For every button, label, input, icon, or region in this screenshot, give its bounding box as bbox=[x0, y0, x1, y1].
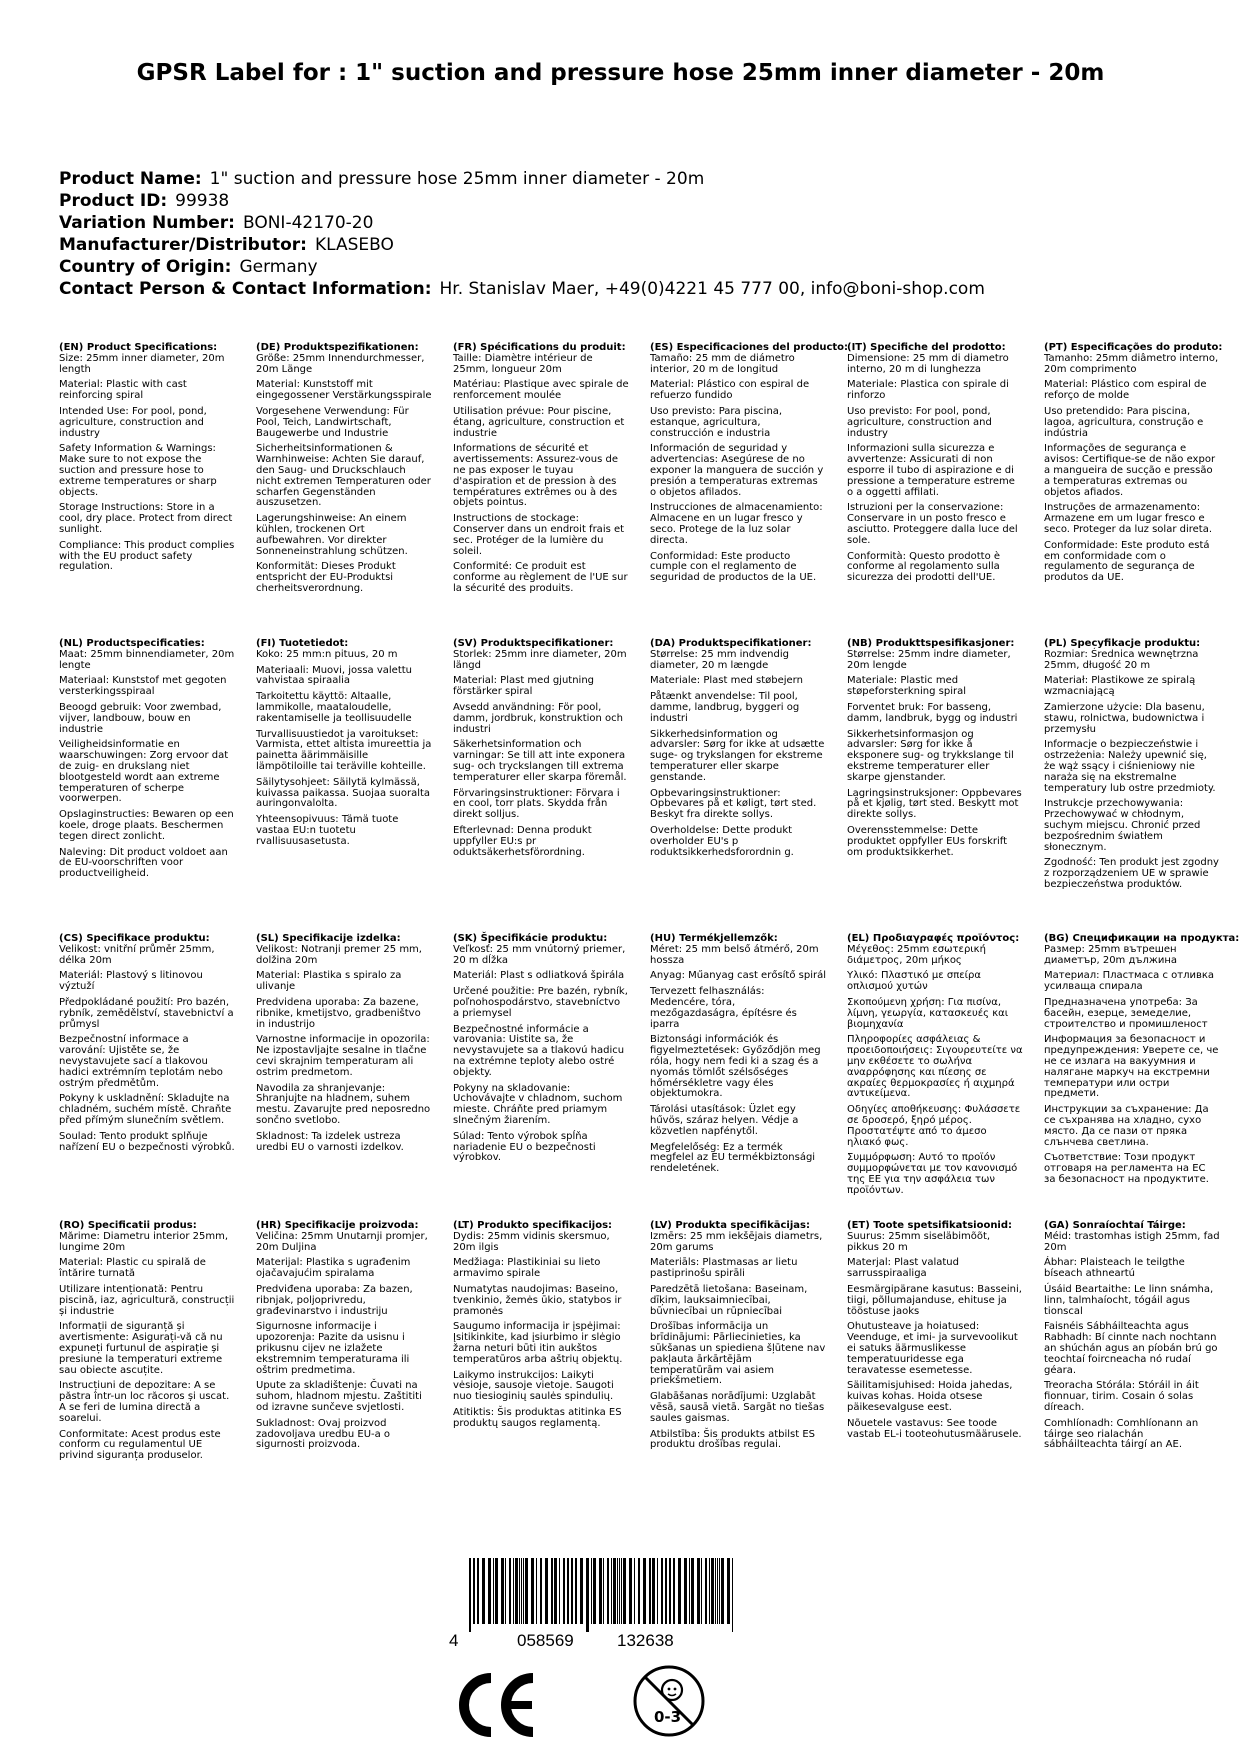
spec-heading: (PT) Especificações do produto: bbox=[1044, 342, 1223, 353]
spec-heading: (HU) Termékjellemzők: bbox=[650, 933, 778, 944]
spec-block bbox=[453, 934, 629, 1169]
info-row bbox=[59, 168, 1179, 190]
spec-heading: (ET) Toote spetsifikatsioonid: bbox=[847, 1220, 1013, 1231]
spec-heading: (PL) Specyfikacje produktu: bbox=[1044, 638, 1201, 649]
barcode-digits-right: 132638 bbox=[617, 1631, 674, 1648]
spec-block bbox=[1044, 639, 1220, 896]
spec-paragraph: Sikkerhedsinformation og advarsler: Sørg for ikke at udsætte suge- og trykslangen for ekstreme temperaturer eller skarpe genstande. bbox=[650, 728, 825, 783]
spec-paragraph: Určené použitie: Pre bazén, rybník, poľnohospodárstvo, stavebníctvo a priemysel bbox=[453, 986, 628, 1019]
info-label: Variation Number: bbox=[59, 213, 235, 233]
spec-paragraph: Instrucțiuni de depozitare: A se păstra într-un loc răcoros și uscat. A se feri de lumina directă a soarelui. bbox=[59, 1380, 230, 1424]
spec-block bbox=[59, 639, 235, 885]
spec-paragraph: Maat: 25mm binnendiameter, 20m lengte bbox=[59, 648, 235, 671]
spec-paragraph: Sukladnost: Ovaj proizvod zadovoljava uredbu EU-a o sigurnosti proizvoda. bbox=[256, 1417, 391, 1451]
spec-paragraph: Tarkoitettu käyttö: Altaalle, lammikolle, maataloudelle, rakentamiselle ja teollisuudelle bbox=[256, 691, 412, 724]
spec-paragraph: Instruções de armazenamento: Armazene em um lugar fresco e seco. Proteger da luz solar direta. bbox=[1044, 502, 1213, 535]
spec-paragraph: Materiál: Plast s odliatková špirála bbox=[453, 970, 625, 982]
spec-paragraph: Anyag: Műanyag cast erősítő spirál bbox=[650, 970, 827, 982]
spec-paragraph: Pokyny k uskladnění: Skladujte na chladném, suchém místě. Chraňte před přímým slunečním světlem. bbox=[59, 1093, 232, 1126]
spec-paragraph: Tervezett felhasználás: Medencére, tóra, mezőgazdaságra, építésre és iparra bbox=[650, 986, 797, 1030]
spec-paragraph: Μέγεθος: 25mm εσωτερική διάμετρος, 20m μήκος bbox=[847, 943, 986, 966]
info-row bbox=[59, 190, 1179, 212]
spec-paragraph: Sikkerhetsinformasjon og advarsler: Sørg for ikke å eksponere sug- og trykkslange til ekstreme temperaturer eller skarpe gjenstander. bbox=[847, 728, 1014, 783]
spec-paragraph: Zgodność: Ten produkt jest zgodny z rozporządzeniem UE w sprawie bezpieczeństwa produktów. bbox=[1044, 857, 1219, 890]
spec-paragraph: Размер: 25mm вътрешен диаметър, 20m дължина bbox=[1044, 943, 1178, 966]
spec-paragraph: Konformität: Dieses Produkt entspricht der EU-Produktsi cherheitsverordnung. bbox=[256, 561, 396, 594]
spec-paragraph: Dimensione: 25 mm di diametro interno, 20 m di lunghezza bbox=[847, 352, 1009, 375]
spec-paragraph: Материал: Пластмаса с отливка усилваща спирала bbox=[1044, 970, 1215, 993]
spec-paragraph: Mărime: Diametru interior 25mm, lungime 20m bbox=[59, 1230, 229, 1253]
spec-paragraph: Πληροφορίες ασφάλειας & προειδοποιήσεις: Σιγουρευτείτε να μην εκθέσετε το σωλήνα αναρρόφησης και πίεσης σε ακραίες θερμοκρασίες ή αιχμηρά αντικείμενα. bbox=[847, 1034, 1023, 1100]
spec-paragraph: Atbilstība: Šis produkts atbilst ES produktu drošības regulai. bbox=[650, 1428, 816, 1451]
spec-paragraph: Veiligheidsinformatie en waarschuwingen: Zorg ervoor dat de zuig- en drukslang niet blootgesteld wordt aan extreme temperaturen of scherpe voorwerpen. bbox=[59, 739, 229, 805]
spec-heading: (SL) Specifikacije izdelka: bbox=[256, 933, 401, 944]
spec-paragraph: Intended Use: For pool, pond, agriculture, construction and industry bbox=[59, 405, 207, 439]
spec-paragraph: Istruzioni per la conservazione: Conservare in un posto fresco e asciutto. Proteggere dalla luce del sole. bbox=[847, 502, 1018, 546]
spec-paragraph: Bezpečnostné informácie a varovania: Uistite sa, že nevystavujete sa a tlakovú hadicu na extrémne teploty alebo ostré objekty. bbox=[453, 1023, 625, 1078]
spec-paragraph: Sigurnosne informacije i upozorenja: Pazite da usisnu i prikusnu cijev ne izlažete ekstremnim temperaturama ili oštrim predmetima. bbox=[256, 1321, 410, 1376]
spec-paragraph: Méret: 25 mm belső átmérő, 20m hossza bbox=[650, 943, 819, 966]
spec-paragraph: Informations de sécurité et avertissements: Assurez-vous de ne pas exposer le tuyau d'aspiration et de pression à des températures extrêmes ou à des objets pointus. bbox=[453, 443, 618, 509]
spec-paragraph: Предназначена употреба: За басейн, езерце, земеделие, строителство и промишленост bbox=[1044, 996, 1208, 1030]
spec-block bbox=[1044, 1221, 1220, 1456]
spec-paragraph: Conformità: Questo prodotto è conforme al regolamento sulla sicurezza dei prodotti dell'UE. bbox=[847, 550, 1001, 584]
spec-paragraph: Ábhar: Plaisteach le teilgthe bíseach athneartú bbox=[1044, 1257, 1185, 1280]
spec-paragraph: Säkerhetsinformation och varningar: Se till att inte exponera sug- och tryckslangen till extrema temperaturer eller skarpa föremål. bbox=[453, 739, 627, 783]
spec-paragraph: Turvallisuustiedot ja varoitukset: Varmista, ettet altista imureettia ja painetta äärimmäisille lämpötiloille tai teräville kohteille. bbox=[256, 728, 432, 772]
spec-block bbox=[1044, 933, 1240, 1191]
spec-paragraph: Συμμόρφωση: Αυτό το προϊόν συμμορφώνεται με τον κανονισμό της ΕΕ για την ασφάλεια των προϊόντων. bbox=[847, 1152, 1018, 1196]
spec-paragraph: Uso previsto: Para piscina, estanque, agricultura, construcción e industria bbox=[650, 405, 783, 439]
spec-paragraph: Eesmärgipärane kasutus: Basseini, tiigi, põllumajanduse, ehituse ja tööstuse jaoks bbox=[847, 1283, 1022, 1317]
spec-heading: (LT) Produkto specifikacijos: bbox=[453, 1220, 613, 1231]
spec-paragraph: Rozmiar: Średnica wewnętrzna 25mm, długość 20 m bbox=[1044, 648, 1199, 671]
spec-paragraph: Medžiaga: Plastikiniai su lieto armavimo spirale bbox=[453, 1257, 601, 1280]
spec-paragraph: Faisnéis Sábháilteachta agus Rabhadh: Bí cinnte nach nochtann an shúchán agus an píobán brú go teochtaí foircneacha nó rudaí géara. bbox=[1044, 1321, 1218, 1376]
spec-paragraph: Forventet bruk: For basseng, damm, landbruk, bygg og industri bbox=[847, 701, 1018, 724]
barcode-digits-lead: 4 bbox=[449, 1631, 459, 1648]
spec-block bbox=[1044, 342, 1223, 589]
spec-paragraph: Vorgesehene Verwendung: Für Pool, Teich, Landwirtschaft, Baugewerbe und Industrie bbox=[256, 405, 409, 439]
spec-paragraph: Utilisation prévue: Pour piscine, étang, agriculture, construction et industrie bbox=[453, 405, 625, 439]
spec-paragraph: Taille: Diamètre intérieur de 25mm, longueur 20m bbox=[453, 352, 593, 375]
spec-paragraph: Opslaginstructies: Bewaren op een koele, droge plaats. Beschermen tegen direct zonlicht. bbox=[59, 809, 234, 842]
spec-block bbox=[847, 934, 1023, 1202]
spec-paragraph: Utilizare intenționată: Pentru piscină, iaz, agricultură, construcții și industrie bbox=[59, 1283, 235, 1317]
spec-paragraph: Soulad: Tento produkt splňuje nařízení EU o bezpečnosti výrobků. bbox=[59, 1130, 235, 1153]
spec-paragraph: Uso previsto: For pool, pond, agriculture, construction and industry bbox=[847, 405, 992, 439]
spec-paragraph: Materiaal: Kunststof met gegoten versterkingsspiraal bbox=[59, 675, 227, 698]
info-row bbox=[59, 278, 1179, 300]
spec-heading: (FI) Tuotetiedot: bbox=[256, 638, 349, 649]
spec-paragraph: Υλικό: Πλαστικό με σπείρα οπλισμού χυτών bbox=[847, 970, 981, 993]
spec-block bbox=[847, 639, 1023, 863]
spec-paragraph: Predvidena uporaba: Za bazene, ribnike, kmetijstvo, gradbeništvo in industrijo bbox=[256, 996, 421, 1030]
spec-heading: (DA) Produktspecifikationer: bbox=[650, 638, 812, 649]
spec-paragraph: Izmērs: 25 mm iekšējais diametrs, 20m garums bbox=[650, 1230, 823, 1253]
spec-paragraph: Materiale: Plastic med støpeforsterkning spiral bbox=[847, 675, 967, 698]
spec-paragraph: Efterlevnad: Denna produkt uppfyller EU:s pr oduktsäkerhetsförordning. bbox=[453, 824, 592, 858]
spec-paragraph: Yhteensopivuus: Tämä tuote vastaa EU:n tuotetu rvallisuusasetusta. bbox=[256, 814, 399, 847]
spec-paragraph: Nõuetele vastavus: See toode vastab EL-i tooteohutusmäärusele. bbox=[847, 1417, 1022, 1440]
info-value: 99938 bbox=[175, 191, 230, 211]
spec-block bbox=[256, 343, 432, 600]
spec-paragraph: Lagerungshinweise: An einem kühlen, trockenen Ort aufbewahren. Vor direkter Sonneneinstrahlung schützen. bbox=[256, 513, 408, 557]
spec-paragraph: Materiale: Plastica con spirale di rinforzo bbox=[847, 379, 1009, 402]
spec-paragraph: Skladnost: Ta izdelek ustreza uredbi EU o varnosti izdelkov. bbox=[256, 1130, 404, 1153]
info-label: Contact Person & Contact Information: bbox=[59, 279, 432, 299]
spec-paragraph: Tamaño: 25 mm de diámetro interior, 20 m de longitud bbox=[650, 352, 795, 375]
info-value: KLASEBO bbox=[314, 235, 394, 255]
spec-paragraph: Material: Plástico com espiral de reforço de molde bbox=[1044, 379, 1207, 402]
spec-paragraph: Saugumo informacija ir įspėjimai: Įsitikinkite, kad įsiurbimo ir slėgio žarna neturi būti itin aukštos temperatūros arba aštrių objektų. bbox=[453, 1321, 623, 1365]
spec-block bbox=[256, 1221, 432, 1456]
spec-paragraph: Lagringsinstruksjoner: Oppbevares på et kjølig, tørt sted. Beskytt mot direkte sollys. bbox=[847, 787, 1022, 821]
spec-paragraph: Material: Plastic cu spirală de întărire turnată bbox=[59, 1257, 206, 1280]
spec-heading: (LV) Produkta specifikācijas: bbox=[650, 1220, 810, 1231]
info-value: BONI-42170-20 bbox=[242, 213, 374, 233]
spec-block bbox=[59, 1221, 235, 1467]
spec-paragraph: Съответствие: Този продукт отговаря на регламента на ЕС за безопасност на продуктите. bbox=[1044, 1152, 1209, 1185]
spec-paragraph: Förvaringsinstruktioner: Förvara i en cool, torr plats. Skydda från direkt solljus. bbox=[453, 787, 620, 821]
spec-paragraph: Säilytysohjeet: Säilytä kylmässä, kuivassa paikassa. Suojaa suoralta auringonvalolta. bbox=[256, 776, 431, 810]
spec-paragraph: Conformité: Ce produit est conforme au règlement de l'UE sur la sécurité des produits. bbox=[453, 561, 628, 594]
spec-paragraph: Οδηγίες αποθήκευσης: Φυλάσσετε σε δροσερό, ξηρό μέρος. Προστατέψτε από το άμεσο ηλιακό φως. bbox=[847, 1104, 1021, 1148]
spec-paragraph: Информация за безопасност и предупреждения: Уверете се, че не се излага на вакуумния и налягане маркуч на екстремни температури или остри предмети. bbox=[1044, 1034, 1219, 1100]
spec-paragraph: Säilitamisjuhised: Hoida jahedas, kuivas kohas. Hoida otsese päikesevalguse eest. bbox=[847, 1380, 1013, 1413]
spec-paragraph: Bezpečnostní informace a varování: Ujistěte se, že nevystavujete sací a tlakovou hadici extrémním teplotám nebo ostrým předmětům. bbox=[59, 1034, 223, 1089]
spec-paragraph: Naleving: Dit product voldoet aan de EU-voorschriften voor productveiligheid. bbox=[59, 846, 228, 880]
spec-paragraph: Comhlíonadh: Comhlíonann an táirge seo rialachán sábháilteachta táirgí an AE. bbox=[1044, 1417, 1199, 1451]
spec-paragraph: Atitiktis: Šis produktas atitinka ES produktų saugos reglamentą. bbox=[453, 1406, 622, 1429]
info-label: Country of Origin: bbox=[59, 257, 232, 277]
spec-paragraph: Instrukcje przechowywania: Przechowywać w chłodnym, suchym miejscu. Chronić przed bezpośrednim światłem słonecznym. bbox=[1044, 798, 1201, 853]
ce-mark-icon bbox=[455, 1672, 540, 1738]
spec-heading: (EL) Προδιαγραφές προϊόντος: bbox=[847, 933, 1020, 944]
spec-paragraph: Material: Plastic with cast reinforcing spiral bbox=[59, 379, 187, 402]
spec-paragraph: Materiál: Plastový s litinovou výztuží bbox=[59, 970, 203, 993]
info-row bbox=[59, 256, 1179, 278]
spec-paragraph: Megfelelőség: Ez a termék megfelel az EU termékbiztonsági rendeletének. bbox=[650, 1141, 816, 1175]
spec-paragraph: Biztonsági információk és figyelmeztetések: Győződjön meg róla, hogy nem fedi ki a szag és a nyomás tömlőt szélsőséges hőmérsékletre vagy éles objektumokra. bbox=[650, 1034, 821, 1100]
spec-block bbox=[256, 639, 432, 853]
spec-block bbox=[453, 1221, 629, 1435]
spec-paragraph: Avsedd användning: För pool, damm, jordbruk, konstruktion och industri bbox=[453, 701, 623, 735]
spec-paragraph: Materjal: Plast valatud sarrusspiraaliga bbox=[847, 1257, 959, 1280]
spec-paragraph: Veľkosť: 25 mm vnútorný priemer, 20 m dĺžka bbox=[453, 943, 626, 966]
spec-heading: (CS) Specifikace produktu: bbox=[59, 933, 210, 944]
spec-paragraph: Informații de siguranță și avertismente: Asigurați-vă că nu expuneți furtunul de aspirație și presiune la temperaturi extreme sau obiecte ascuțite. bbox=[59, 1321, 223, 1376]
info-label: Manufacturer/Distributor: bbox=[59, 235, 307, 255]
spec-paragraph: Tamanho: 25mm diâmetro interno, 20m comprimento bbox=[1044, 352, 1219, 375]
info-label: Product ID: bbox=[59, 191, 168, 211]
spec-paragraph: Información de seguridad y advertencias: Asegúrese de no exponer la manguera de succión y presión a temperaturas extremas o objetos afilados. bbox=[650, 443, 824, 498]
spec-paragraph: Pokyny na skladovanie: Uchovávajte v chladnom, suchom mieste. Chráňte pred priamym slnečným žiarením. bbox=[453, 1082, 623, 1126]
spec-paragraph: Velikost: vnitřní průměr 25mm, délka 20m bbox=[59, 943, 215, 966]
spec-paragraph: Súlad: Tento výrobok spĺňa nariadenie EU o bezpečnosti výrobkov. bbox=[453, 1130, 596, 1164]
spec-paragraph: Size: 25mm inner diameter, 20m length bbox=[59, 352, 225, 375]
spec-paragraph: Påtænkt anvendelse: Til pool, damme, landbrug, byggeri og industri bbox=[650, 691, 800, 724]
page-title: GPSR Label for : 1" suction and pressure hose 25mm inner diameter - 20m bbox=[136, 60, 1105, 86]
spec-paragraph: Informações de segurança e avisos: Certifique-se de não expor a mangueira de sucção e pressão a temperaturas extremas ou objetos afiados. bbox=[1044, 443, 1216, 498]
spec-paragraph: Størrelse: 25 mm indvendig diameter, 20 m længde bbox=[650, 648, 789, 671]
spec-heading: (EN) Product Specifications: bbox=[59, 342, 218, 353]
spec-paragraph: Uso pretendido: Para piscina, lagoa, agricultura, construção e indústria bbox=[1044, 405, 1204, 439]
spec-block bbox=[59, 934, 235, 1158]
spec-paragraph: Materiaali: Muovi, jossa valettu vahvistaa spiraalia bbox=[256, 664, 412, 687]
spec-paragraph: Compliance: This product complies with the EU product safety regulation. bbox=[59, 539, 235, 573]
spec-block bbox=[650, 1221, 826, 1456]
spec-block bbox=[650, 342, 849, 589]
spec-paragraph: Upute za skladištenje: Čuvati na suhom, hladnom mjestu. Zaštititi od izravne sunčeve svjetlosti. bbox=[256, 1380, 422, 1413]
spec-paragraph: Σκοπούμενη χρήση: Για πισίνα, λίμνη, γεωργία, κατασκευές και βιομηχανία bbox=[847, 996, 1009, 1030]
spec-paragraph: Úsáid Beartaithe: Le linn snámha, linn, talmhaíocht, tógáil agus tionscal bbox=[1044, 1283, 1214, 1317]
spec-heading: (NL) Productspecificaties: bbox=[59, 638, 205, 649]
spec-paragraph: Velikost: Notranji premer 25 mm, dolžina 20m bbox=[256, 943, 422, 966]
spec-paragraph: Paredzētā lietošana: Baseinam, dīķim, lauksaimniecībai, būvniecībai un rūpniecībai bbox=[650, 1283, 808, 1317]
spec-paragraph: Ohutusteave ja hoiatused: Veenduge, et imi- ja survevoolikut ei satuks äärmuslikesse temperatuuridesse ega teravatesse esemetesse. bbox=[847, 1321, 1018, 1376]
spec-heading: (SV) Produktspecifikationer: bbox=[453, 638, 614, 649]
spec-paragraph: Storage Instructions: Store in a cool, dry place. Protect from direct sunlight. bbox=[59, 502, 233, 535]
spec-paragraph: Safety Information & Warnings: Make sure to not expose the suction and pressure hose to extreme temperatures or sharp objects. bbox=[59, 443, 217, 498]
age-0-3-warning-icon bbox=[632, 1664, 706, 1738]
spec-paragraph: Informacje o bezpieczeństwie i ostrzeżenia: Należy upewnić się, że wąż ssący i ciśnieniowy nie naraża się na ekstremalne temperatury lub ostre przedmioty. bbox=[1044, 739, 1216, 794]
spec-paragraph: Instructions de stockage: Conserver dans un endroit frais et sec. Protéger de la lumière du soleil. bbox=[453, 513, 625, 557]
spec-block bbox=[256, 934, 432, 1158]
spec-paragraph: Conformitate: Acest produs este conform cu regulamentul UE privind siguranța produselor. bbox=[59, 1428, 221, 1462]
spec-paragraph: Opbevaringsinstruktioner: Opbevares på et køligt, tørt sted. Beskyt fra direkte sollys. bbox=[650, 787, 817, 821]
info-value: Hr. Stanislav Maer, +49(0)4221 45 777 00, info@boni-shop.com bbox=[439, 279, 985, 299]
spec-heading: (HR) Specifikacije proizvoda: bbox=[256, 1220, 419, 1231]
spec-paragraph: Material: Plastika s spiralo za ulivanje bbox=[256, 970, 402, 993]
spec-paragraph: Drošības informācija un brīdinājumi: Pārliecinieties, ka sūkšanas un spiediena šļūtene nav pakļauta ārkārtējām temperatūrām vai asiem priekšmetiem. bbox=[650, 1321, 826, 1387]
spec-paragraph: Materijal: Plastika s ugrađenim ojačavajućim spiralama bbox=[256, 1257, 411, 1280]
spec-heading: (NB) Produkttspesifikasjoner: bbox=[847, 638, 1015, 649]
spec-paragraph: Material: Plast med gjutning förstärker spiral bbox=[453, 675, 595, 698]
spec-paragraph: Instrucciones de almacenamiento: Almacene en un lugar fresco y seco. Protege de la luz solar directa. bbox=[650, 502, 823, 546]
spec-paragraph: Tárolási utasítások: Üzlet egy hűvös, száraz helyen. Védje a közvetlen napfénytől. bbox=[650, 1104, 799, 1137]
spec-paragraph: Matériau: Plastique avec spirale de renforcement moulée bbox=[453, 379, 629, 402]
spec-paragraph: Zamierzone użycie: Dla basenu, stawu, rolnictwa, budownictwa i przemysłu bbox=[1044, 701, 1205, 735]
spec-paragraph: Overholdelse: Dette produkt overholder EU's p roduktsikkerhedsforordnin g. bbox=[650, 824, 794, 858]
spec-paragraph: Sicherheitsinformationen & Warnhinweise: Achten Sie darauf, den Saug- und Druckschlauch nicht extremen Temperaturen oder scharfen Gegenständen auszusetzen. bbox=[256, 443, 431, 509]
age-range-label: 0-3 bbox=[654, 1708, 682, 1726]
spec-paragraph: Laikymo instrukcijos: Laikyti vėsioje, sausoje vietoje. Saugoti nuo tiesioginių saulės spindulių. bbox=[453, 1369, 614, 1403]
spec-paragraph: Glabāšanas norādījumi: Uzglabāt vēsā, sausā vietā. Sargāt no tiešas saules gaismas. bbox=[650, 1391, 825, 1424]
spec-paragraph: Suurus: 25mm siseläbimõõt, pikkus 20 m bbox=[847, 1230, 991, 1253]
spec-heading: (RO) Specificatii produs: bbox=[59, 1220, 197, 1231]
spec-block bbox=[847, 343, 1023, 589]
spec-paragraph: Инструкции за съхранение: Да се съхранява на хладно, сухо място. Да се пази от пряка слънчева светлина. bbox=[1044, 1104, 1209, 1148]
spec-paragraph: Material: Plástico con espiral de refuerzo fundido bbox=[650, 379, 810, 402]
spec-paragraph: Veličina: 25mm Unutarnji promjer, 20m Duljina bbox=[256, 1230, 428, 1253]
spec-paragraph: Beoogd gebruik: Voor zwembad, vijver, landbouw, bouw en industrie bbox=[59, 701, 222, 735]
spec-heading: (SK) Špecifikácie produktu: bbox=[453, 933, 608, 944]
spec-paragraph: Materiale: Plast med støbejern bbox=[650, 675, 803, 687]
spec-paragraph: Conformidade: Este produto está em conformidade com o regulamento de segurança de produtos da UE. bbox=[1044, 539, 1210, 584]
spec-heading: (FR) Spécifications du produit: bbox=[453, 342, 626, 353]
spec-paragraph: Méid: trastomhas istigh 25mm, fad 20m bbox=[1044, 1230, 1220, 1253]
spec-heading: (BG) Спецификации на продукта: bbox=[1044, 933, 1240, 944]
spec-paragraph: Treoracha Stórála: Stóráil in áit fionnuar, tirim. Cosain ó solas díreach. bbox=[1044, 1380, 1199, 1413]
spec-paragraph: Material: Kunststoff mit eingegossener Verstärkungsspirale bbox=[256, 379, 432, 402]
ean-barcode bbox=[436, 1558, 756, 1648]
spec-block bbox=[650, 934, 826, 1180]
spec-block bbox=[847, 1221, 1023, 1445]
info-row bbox=[59, 212, 1179, 234]
spec-paragraph: Předpokládané použití: Pro bazén, rybník, zemědělství, stavebnictví a průmysl bbox=[59, 996, 234, 1030]
spec-paragraph: Koko: 25 mm:n pituus, 20 m bbox=[256, 648, 398, 660]
info-value: 1" suction and pressure hose 25mm inner diameter - 20m bbox=[209, 169, 705, 189]
spec-block bbox=[650, 639, 826, 863]
spec-block bbox=[453, 639, 629, 863]
spec-paragraph: Navodila za shranjevanje: Shranjujte na hladnem, suhem mestu. Zavarujte pred neposredno sončno svetlobo. bbox=[256, 1082, 431, 1126]
spec-paragraph: Materiāls: Plastmasas ar lietu pastiprinošu spirāli bbox=[650, 1257, 798, 1280]
spec-paragraph: Dydis: 25mm vidinis skersmuo, 20m ilgis bbox=[453, 1230, 610, 1253]
spec-paragraph: Predviđena uporaba: Za bazen, ribnjak, poljoprivredu, građevinarstvo i industriju bbox=[256, 1283, 413, 1317]
info-row bbox=[59, 234, 1179, 256]
product-info bbox=[59, 168, 1179, 300]
spec-paragraph: Größe: 25mm Innendurchmesser, 20m Länge bbox=[256, 352, 425, 375]
spec-paragraph: Storlek: 25mm inre diameter, 20m längd bbox=[453, 648, 627, 671]
spec-paragraph: Conformidad: Este producto cumple con el reglamento de seguridad de productos de la UE. bbox=[650, 550, 817, 584]
spec-heading: (IT) Specifiche del prodotto: bbox=[847, 342, 1006, 353]
spec-heading: (ES) Especificaciones del producto: bbox=[650, 342, 849, 353]
spec-block bbox=[453, 343, 629, 600]
info-label: Product Name: bbox=[59, 169, 202, 189]
spec-paragraph: Materiał: Plastikowe ze spiralą wzmacniającą bbox=[1044, 675, 1196, 698]
info-value: Germany bbox=[239, 257, 318, 277]
spec-heading: (GA) Sonraíochtaí Táirge: bbox=[1044, 1220, 1186, 1231]
spec-paragraph: Overensstemmelse: Dette produktet oppfyller EUs forskrift om produktsikkerhet. bbox=[847, 824, 1008, 858]
spec-paragraph: Størrelse: 25mm indre diameter, 20m lengde bbox=[847, 648, 1011, 671]
spec-heading: (DE) Produktspezifikationen: bbox=[256, 342, 419, 353]
barcode-digits-left: 058569 bbox=[517, 1631, 574, 1648]
spec-paragraph: Numatytas naudojimas: Baseino, tvenkinio, žemės ūkio, statybos ir pramonės bbox=[453, 1283, 622, 1317]
spec-block bbox=[59, 343, 235, 578]
spec-paragraph: Informazioni sulla sicurezza e avvertenze: Assicurati di non esporre il tubo di aspirazione e di pressione a temperature estreme o a oggetti affilati. bbox=[847, 443, 1015, 498]
spec-paragraph: Varnostne informacije in opozorila: Ne izpostavljajte sesalne in tlačne cevi skrajnim temperaturam ali ostrim predmetom. bbox=[256, 1034, 430, 1078]
